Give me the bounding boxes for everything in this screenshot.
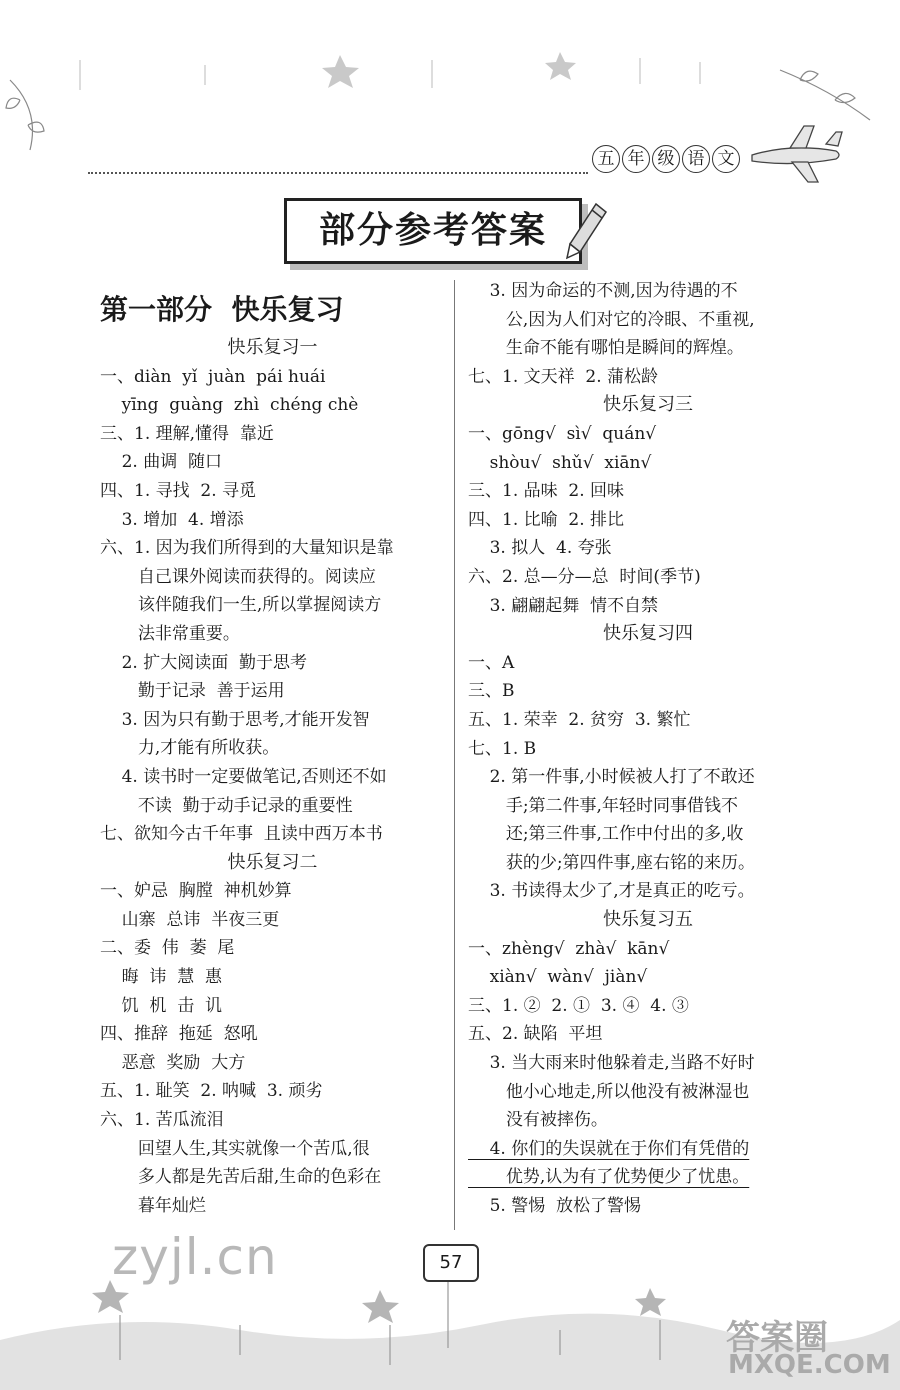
answer-line: 该伴随我们一生,所以掌握阅读方 bbox=[100, 595, 382, 616]
answer-line: 他小心地走,所以他没有被淋湿也 bbox=[468, 1081, 750, 1102]
answer-line: 六、1. 苦瓜流泪 bbox=[100, 1110, 224, 1131]
pencil-icon bbox=[562, 200, 610, 260]
answer-line: 四、推辞 拖延 怒吼 bbox=[100, 1024, 258, 1045]
answer-line: 恶意 奖励 大方 bbox=[100, 1052, 246, 1073]
grade-char: 语 bbox=[682, 145, 710, 173]
answer-line: 五、1. 耻笑 2. 呐喊 3. 顽劣 bbox=[100, 1081, 323, 1102]
answer-line: 3. 因为命运的不测,因为待遇的不 bbox=[468, 281, 738, 301]
answer-line: 三、1. 理解,懂得 靠近 bbox=[100, 423, 274, 444]
watermark: 答案圈 bbox=[726, 1318, 828, 1358]
answer-line: 不读 勤于动手记录的重要性 bbox=[100, 795, 353, 816]
answer-line: 一、妒忌 胸膛 神机妙算 bbox=[100, 881, 292, 902]
watermark: zyjl.cn bbox=[112, 1228, 278, 1286]
answers-left-column bbox=[100, 286, 445, 1220]
answer-line: 3. 翩翩起舞 情不自禁 bbox=[468, 595, 659, 616]
header-decoration bbox=[0, 40, 900, 190]
answer-line: 4. 读书时一定要做笔记,否则还不如 bbox=[100, 766, 387, 787]
answer-line: 饥 机 击 讥 bbox=[100, 995, 223, 1016]
answer-line: 三、1. ② 2. ① 3. ④ 4. ③ bbox=[468, 995, 689, 1016]
answer-line: 自己课外阅读而获得的。阅读应 bbox=[100, 566, 376, 587]
answer-line: 力,才能有所收获。 bbox=[100, 738, 280, 759]
answer-line: 生命不能有哪怕是瞬间的辉煌。 bbox=[468, 338, 744, 359]
grade-char: 五 bbox=[592, 145, 620, 173]
answer-line: 三、B bbox=[468, 681, 515, 702]
answer-line: xiàn√ wàn√ jiàn√ bbox=[468, 967, 648, 988]
answer-line: 一、zhèng√ zhà√ kān√ bbox=[468, 938, 670, 959]
answer-line: 2. 曲调 随口 bbox=[100, 452, 223, 473]
section-heading: 快乐复习三 bbox=[603, 394, 693, 416]
answer-line: 四、1. 比喻 2. 排比 bbox=[468, 509, 625, 530]
answer-line: 四、1. 寻找 2. 寻觅 bbox=[100, 480, 257, 501]
answer-line: 六、1. 因为我们所得到的大量知识是靠 bbox=[100, 538, 394, 559]
page-title: 部分参考答案 bbox=[284, 198, 582, 264]
answer-line: shòu√ shǔ√ xiān√ bbox=[468, 452, 652, 473]
answer-line: 六、2. 总—分—总 时间(季节) bbox=[468, 566, 701, 587]
answer-line: 回望人生,其实就像一个苦瓜,很 bbox=[100, 1138, 370, 1159]
answer-line: 一、A bbox=[468, 652, 515, 673]
answer-line: 4. 你们的失误就在于你们有凭借的 bbox=[468, 1138, 750, 1159]
answer-line: 3. 增加 4. 增添 bbox=[100, 509, 244, 530]
answers-right-column bbox=[468, 277, 828, 1221]
answer-line: 法非常重要。 bbox=[100, 623, 240, 644]
section-heading: 第一部分 快乐复习 bbox=[100, 293, 344, 326]
answer-line: 3. 拟人 4. 夸张 bbox=[468, 538, 612, 559]
answer-line: 2. 扩大阅读面 勤于思考 bbox=[100, 652, 308, 673]
answer-line: 暮年灿烂 bbox=[100, 1195, 206, 1216]
answer-line: 没有被摔伤。 bbox=[468, 1110, 608, 1131]
answer-line: 七、欲知今古千年事 且读中西万本书 bbox=[100, 824, 383, 845]
answer-line: 多人都是先苦后甜,生命的色彩在 bbox=[100, 1167, 382, 1188]
answer-line: 二、委 伟 萎 尾 bbox=[100, 938, 235, 959]
answer-line: 一、gōng√ sì√ quán√ bbox=[468, 423, 657, 444]
grade-char: 年 bbox=[622, 145, 650, 173]
airplane-icon bbox=[752, 126, 842, 182]
answer-line: 勤于记录 善于运用 bbox=[100, 681, 285, 702]
answer-line: 3. 书读得太少了,才是真正的吃亏。 bbox=[468, 881, 755, 902]
answer-line: 3. 当大雨来时他躲着走,当路不好时 bbox=[468, 1053, 755, 1074]
answer-line: 五、2. 缺陷 平坦 bbox=[468, 1024, 603, 1045]
grade-char: 文 bbox=[712, 145, 740, 173]
answer-line: 山寨 总讳 半夜三更 bbox=[100, 909, 280, 930]
answer-line: yīng guàng zhì chéng chè bbox=[100, 395, 359, 416]
answer-line: 公,因为人们对它的冷眼、不重视, bbox=[468, 309, 755, 330]
answer-line: 五、1. 荣幸 2. 贫穷 3. 繁忙 bbox=[468, 709, 691, 730]
answer-line: 还;第三件事,工作中付出的多,收 bbox=[468, 824, 744, 845]
grade-subject-tag bbox=[592, 145, 740, 173]
page-number: 57 bbox=[423, 1244, 479, 1282]
section-heading: 快乐复习一 bbox=[227, 337, 318, 358]
section-heading: 快乐复习四 bbox=[603, 623, 693, 645]
answer-line: 获的少;第四件事,座右铭的来历。 bbox=[468, 852, 755, 873]
answer-line: 七、1. 文天祥 2. 蒲松龄 bbox=[468, 366, 659, 387]
answer-line: 三、1. 品味 2. 回味 bbox=[468, 481, 625, 502]
header-dotted-divider bbox=[88, 172, 588, 174]
answer-line: 2. 第一件事,小时候被人打了不敢还 bbox=[468, 767, 755, 788]
section-heading: 快乐复习二 bbox=[227, 851, 318, 873]
answer-line: 晦 讳 慧 惠 bbox=[100, 967, 223, 988]
grade-char: 级 bbox=[652, 145, 680, 173]
answer-line: 七、1. B bbox=[468, 738, 537, 759]
answer-line: 优势,认为有了优势便少了忧患。 bbox=[468, 1167, 750, 1188]
column-divider bbox=[454, 280, 455, 1230]
answer-line: 一、diàn yǐ juàn pái huái bbox=[100, 366, 326, 387]
watermark: MXQE.COM bbox=[728, 1350, 891, 1380]
answer-line: 手;第二件事,年轻时同事借钱不 bbox=[468, 795, 738, 816]
answer-line: 5. 警惕 放松了警惕 bbox=[468, 1196, 642, 1216]
answer-line: 3. 因为只有勤于思考,才能开发智 bbox=[100, 709, 370, 730]
section-heading: 快乐复习五 bbox=[603, 909, 693, 931]
